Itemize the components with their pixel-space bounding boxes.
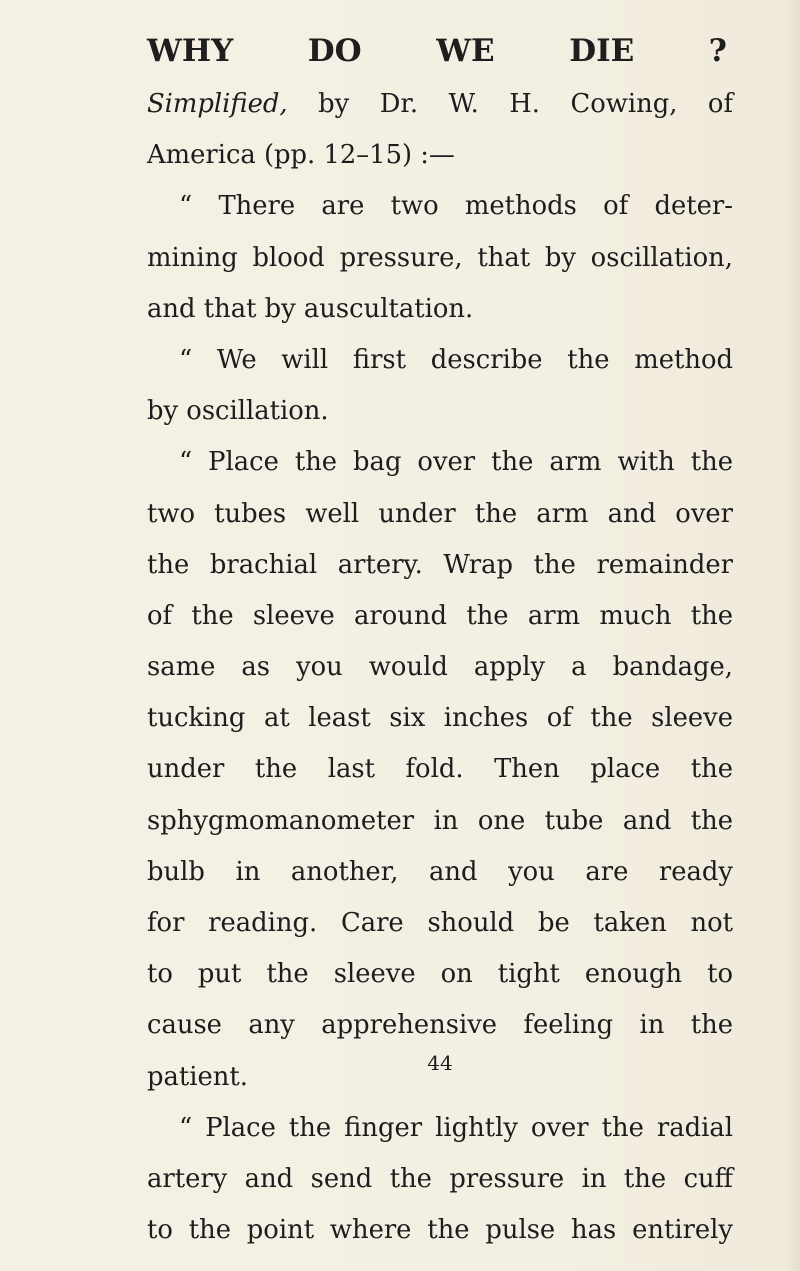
text-run: two tubes well under the arm and over [147,498,733,529]
text-line [147,181,733,232]
text-run: the brachial artery. Wrap the remainder [147,549,733,580]
text-run: to put the sleeve on tight enough to [147,959,733,990]
text-run: “ There are two methods of deter- [179,191,733,222]
text-line [147,1205,733,1256]
running-head-word: DO [307,33,362,69]
text-run: by Dr. W. H. Cowing, of [287,89,733,119]
text-line [147,437,733,488]
running-head-word: DIE [569,33,635,69]
text-line [147,949,733,1000]
page-edge-shadow [786,0,800,1271]
text-line [147,847,733,898]
italic-text: Simplified, [147,89,288,119]
text-run: cause any apprehensive feeling in the [147,1010,733,1041]
text-run: under the last fold. Then place the [147,754,733,785]
text-line [147,130,733,181]
text-line [147,1000,733,1051]
text-line [147,744,733,795]
text-run: bulb in another, and you are ready [147,856,733,887]
text-run: and that by auscultation. [147,293,474,324]
running-head-word: WHY [147,33,234,69]
text-run: by oscillation. [147,396,329,427]
text-run: for reading. Care should be taken not [147,908,733,938]
text-run: patient. [147,1061,248,1092]
text-run: “ We will first describe the method [179,344,733,375]
text-line [147,898,733,949]
text-run: tucking at least six inches of the sleeve [147,703,733,734]
text-line [147,79,733,130]
text-run: sphygmomanometer in one tube and the [147,805,733,836]
text-line [147,1103,733,1154]
text-run: artery and send the pressure in the cuff [147,1163,733,1194]
text-run: America (pp. 12–15) :— [147,140,455,171]
text-line [147,489,733,540]
text-run: same as you would apply a bandage, [147,652,733,683]
running-head [147,30,727,72]
text-line [147,642,733,693]
text-line [147,1154,733,1205]
text-line [147,796,733,847]
text-line [147,386,733,437]
text-line [147,335,733,386]
text-line [147,233,733,284]
page-number: 44 [427,1051,453,1075]
text-run: mining blood pressure, that by oscillation, [147,242,733,273]
text-run: “ Place the finger lightly over the radial [179,1112,733,1143]
running-head-word: ? [708,33,727,69]
text-line [147,540,733,591]
text-line [147,693,733,744]
text-line [147,591,733,642]
text-line [147,284,733,335]
text-run: “ Place the bag over the arm with the [179,447,733,478]
text-run: of the sleeve around the arm much the [147,600,733,631]
running-head-word: WE [436,33,495,69]
text-run: to the point where the pulse has entirely [147,1215,733,1246]
